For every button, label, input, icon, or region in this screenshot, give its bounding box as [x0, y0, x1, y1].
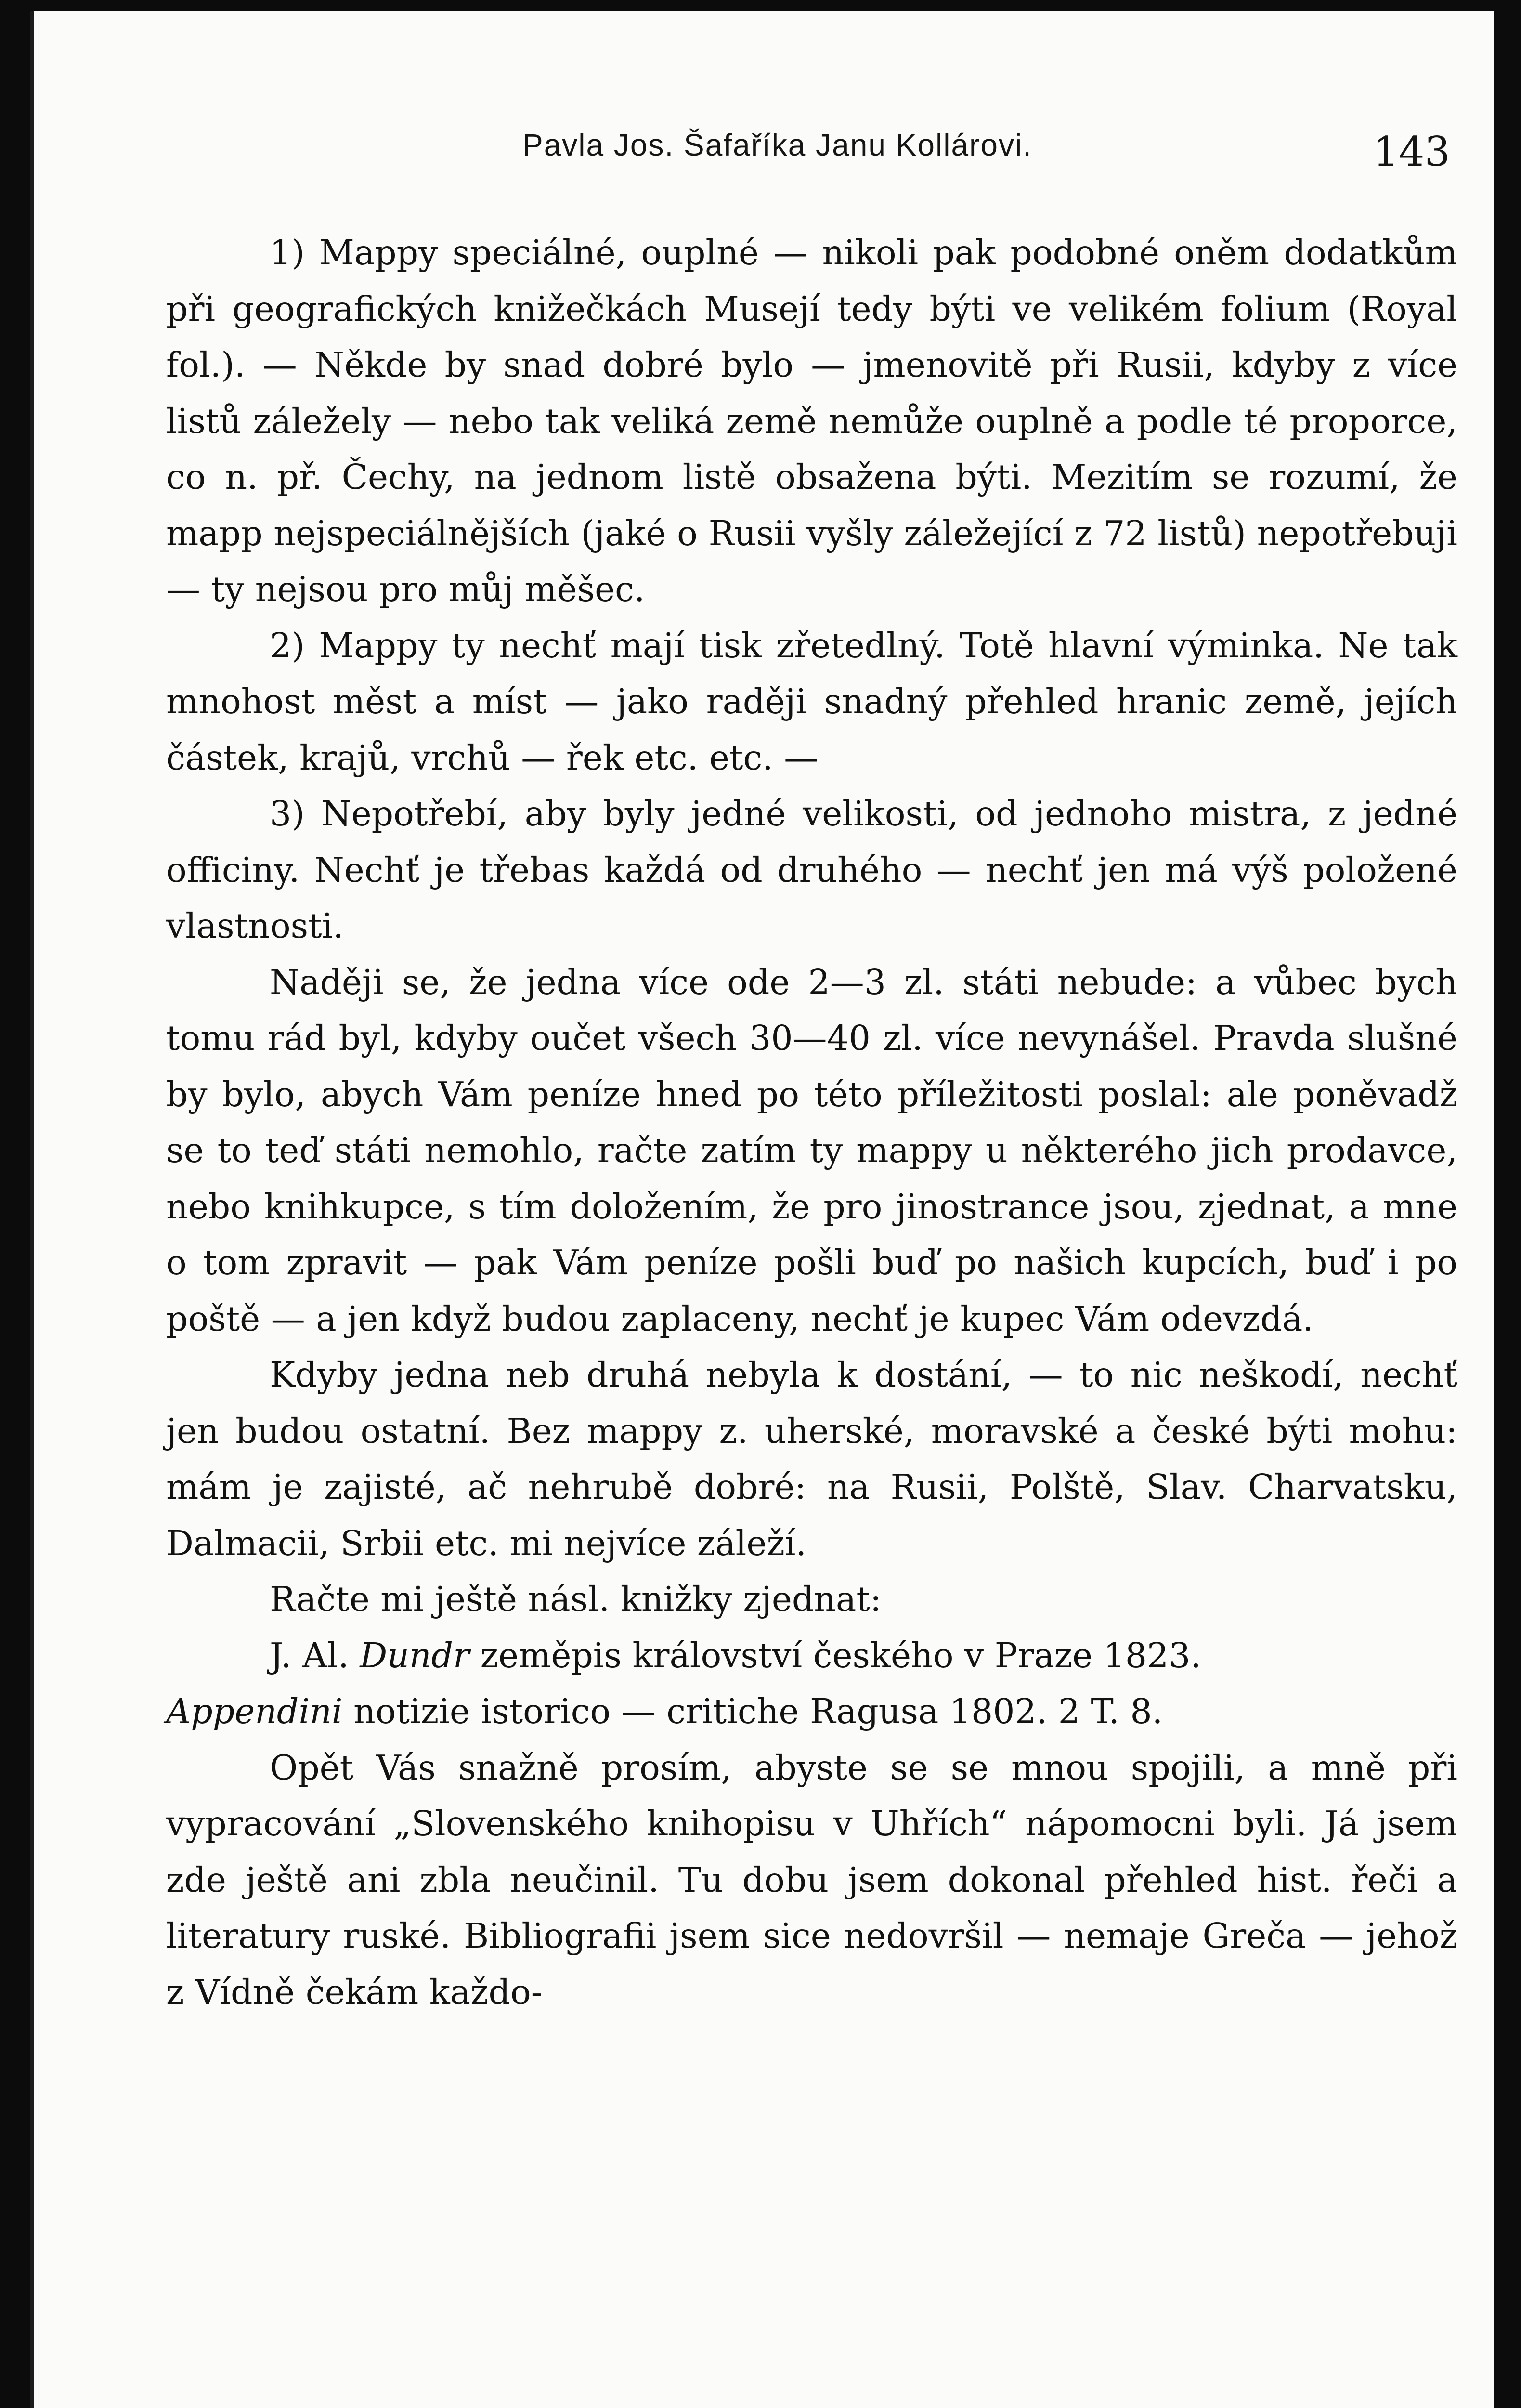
- entry-author: Dundr: [360, 1635, 469, 1675]
- entry-author: Appendini: [166, 1691, 343, 1731]
- page-body: [166, 225, 1457, 2020]
- paragraph-5: Kdyby jedna neb druhá nebyla k dostání, — to nic neškodí, nechť jen budou ostatní. Bez mappy z. uherské, moravské a české býti mohu: mám je zajisté, ač nehrubě dobré: na Rusii, Polště, Slav. Charvatsku, Dalmacii, Srbii etc. mi nejvíce záleží.: [166, 1355, 1457, 1563]
- book-entry-appendini: [166, 1684, 1457, 1740]
- paragraph-9: Opět Vás snažně prosím, abyste se se mnou spojili, a mně při vypracování „Slovenského knihopisu v Uhřích“ nápomocni byli. Já jsem zde ještě ani zbla neučinil. Tu dobu jsem dokonal přehled hist. řeči a literatury ruské. Bibliografii jsem sice nedovršil — nemaje Greča — jehož z Vídně čekám každo-: [166, 1747, 1457, 2012]
- paragraph-6: Račte mi ještě násl. knižky zjednat:: [270, 1579, 882, 1619]
- entry-title: zeměpis království českého v Praze 1823.: [469, 1635, 1201, 1675]
- paragraph-3: 3) Nepotřebí, aby byly jedné velikosti, od jednoho mistra, z jedné officiny. Nechť je třebas každá od druhého — nechť jen má výš položené vlastnosti.: [166, 794, 1457, 946]
- paragraph-2: 2) Mappy ty nechť mají tisk zřetedlný. Totě hlavní výminka. Ne tak mnohost měst a míst — jako raději snadný přehled hranic země, jejích částek, krajů, vrchů — řek etc. etc. —: [166, 625, 1457, 778]
- running-head: Pavla Jos. Šafaříka Janu Kollárovi.: [522, 128, 1032, 162]
- book-entry-dundr: [166, 1628, 1457, 1684]
- page-header: [164, 118, 1450, 185]
- paragraph-4: Naději se, že jedna více ode 2—3 zl. státi nebude: a vůbec bych tomu rád byl, kdyby oučet všech 30—40 zl. více nevynášel. Pravda slušné by bylo, abych Vám peníze hned po této příležitosti poslal: ale poněvadž se to teď státi nemohlo, račte zatím ty mappy u některého jich prodavce, nebo knihkupce, s tím doložením, že pro jinostrance jsou, zjednat, a mne o tom zpravit — pak Vám peníze pošli buď po našich kupcích, buď i po poště — a jen když budou zaplaceny, nechť je kupec Vám odevzdá.: [166, 962, 1457, 1339]
- entry-prefix: J. Al.: [270, 1635, 360, 1675]
- paragraph-1: 1) Mappy speciálné, ouplné — nikoli pak podobné oněm dodatkům při geografických knižečkách Musejí tedy býti ve velikém folium (Royal fol.). — Někde by snad dobré bylo — jmenovitě při Rusii, kdyby z více listů záležely — nebo tak veliká země nemůže ouplně a podle té proporce, co n. př. Čechy, na jednom listě obsažena býti. Mezitím se rozumí, že mapp nejspeciálnějších (jaké o Rusii vyšly záležející z 72 listů) nepotřebuji — ty nejsou pro můj měšec.: [166, 233, 1457, 609]
- page-number: 143: [1373, 128, 1450, 175]
- book-page: [30, 11, 1494, 2408]
- entry-title: notizie istorico — critiche Ragusa 1802. 2 T. 8.: [342, 1691, 1163, 1731]
